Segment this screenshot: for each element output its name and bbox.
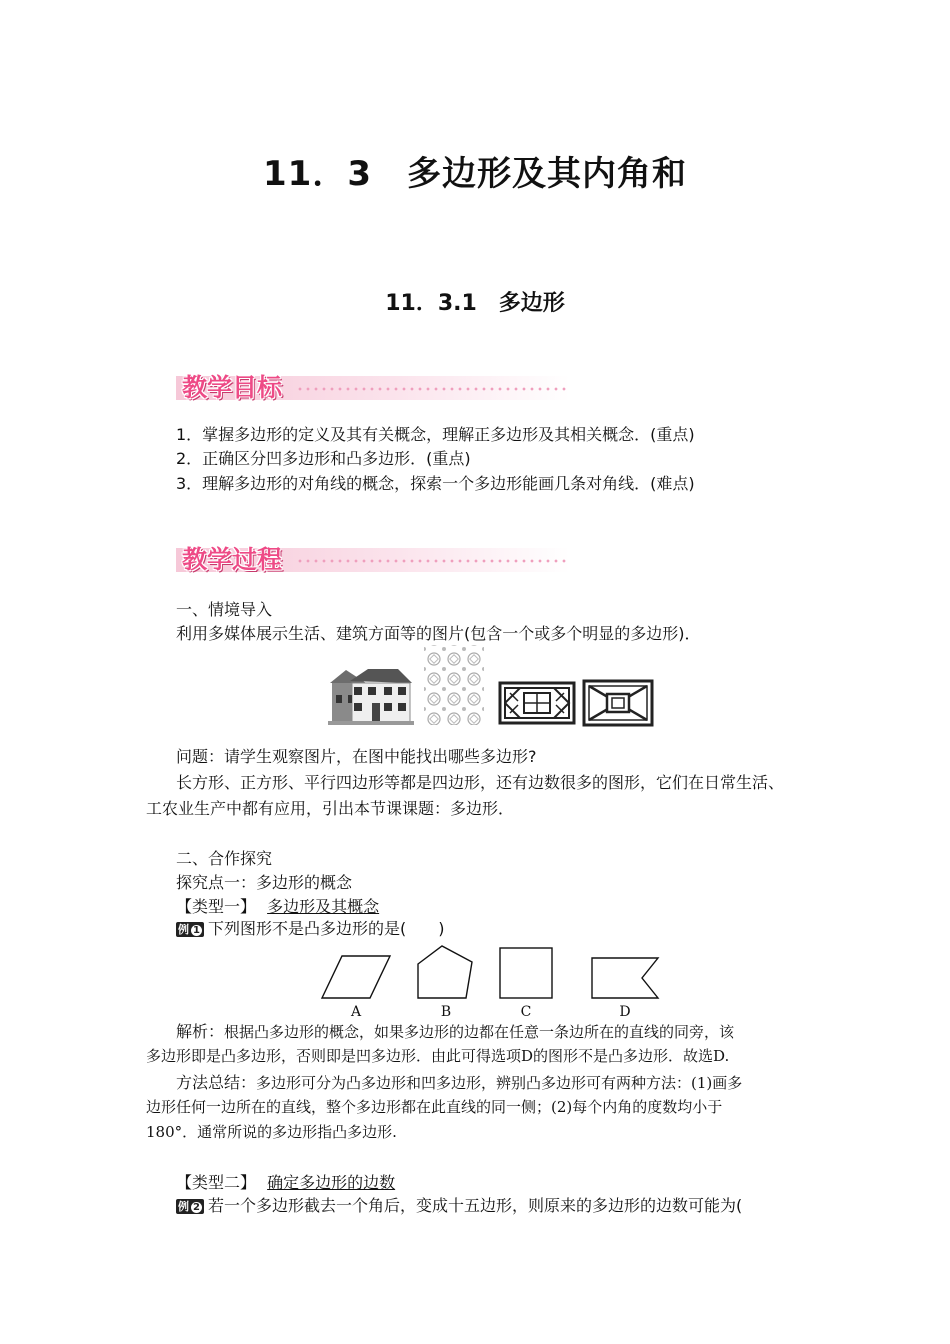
method-label: 方法总结： <box>176 1073 257 1092</box>
question-text: 问题：请学生观察图片，在图中能找出哪些多边形? <box>176 747 537 766</box>
example-text: 下列图形不是凸多边形的是( ) <box>208 919 445 938</box>
paragraph: 利用多媒体展示生活、建筑方面等的图片(包含一个或多个明显的多边形)． <box>176 624 701 643</box>
analysis-line: 多边形即是凸多边形，否则即是凹多边形．由此可得选项D的图形不是凸多边形．故选D. <box>146 1047 730 1065</box>
shape-a-parallelogram <box>322 956 390 998</box>
section-heading: 二、合作探究 <box>176 849 273 868</box>
illustration-row <box>328 643 658 727</box>
type-tag: 【类型二】 <box>176 1173 257 1192</box>
shape-options <box>318 940 668 1020</box>
example-badge: 例 2 <box>176 1199 204 1214</box>
example-text: 若一个多边形截去一个角后，变成十五边形，则原来的多边形的边数可能为( <box>208 1196 743 1215</box>
type-heading <box>176 1170 395 1193</box>
example-question <box>176 916 445 939</box>
type-title: 多边形及其概念 <box>267 897 380 916</box>
section-heading: 一、情境导入 <box>176 600 273 619</box>
shape-b-pentagon <box>418 946 472 998</box>
example-badge: 例 1 <box>176 922 204 937</box>
method-line: 180°．通常所说的多边形指凸多边形. <box>146 1123 397 1141</box>
example-question <box>176 1193 742 1216</box>
shape-c-square <box>500 948 552 998</box>
page-title: 11．3 多边形及其内角和 <box>263 154 687 194</box>
paragraph: 长方形、正方形、平行四边形等都是四边形，还有边数很多的图形，它们在日常生活、 <box>176 773 785 792</box>
analysis-label: 解析： <box>176 1022 225 1041</box>
lattice-window-image <box>500 683 574 723</box>
goal-item: 1．掌握多边形的定义及其有关概念，理解正多边形及其相关概念．(重点) <box>176 425 695 444</box>
shape-label: C <box>520 1004 532 1020</box>
explore-point: 探究点一：多边形的概念 <box>176 873 353 892</box>
shape-label: D <box>619 1004 631 1020</box>
type-tag: 【类型一】 <box>176 897 257 916</box>
goals-banner <box>176 368 570 404</box>
shape-label: B <box>440 1004 452 1020</box>
goal-item: 3．理解多边形的对角线的概念，探索一个多边形能画几条对角线．(难点) <box>176 474 695 493</box>
method-line: 边形任何一边所在的直线，整个多边形都在此直线的同一侧；(2)每个内角的度数均小于 <box>146 1098 723 1116</box>
goal-item: 2．正确区分凹多边形和凸多边形．(重点) <box>176 449 471 468</box>
analysis-line: 解析：根据凸多边形的概念，如果多边形的边都在任意一条边所在的直线的同旁，该 <box>176 1022 735 1041</box>
type-heading <box>176 894 379 917</box>
paragraph: 工农业生产中都有应用，引出本节课课题：多边形． <box>146 799 515 818</box>
shape-d-concave <box>592 958 658 998</box>
lattice-window-image <box>584 681 652 725</box>
tile-pattern-image <box>424 645 484 725</box>
house-image <box>328 669 414 725</box>
shape-label: A <box>350 1004 362 1020</box>
method-line: 方法总结：多边形可分为凸多边形和凹多边形，辨别凸多边形可有两种方法：(1)画多 <box>176 1073 743 1092</box>
process-banner-label: 教学过程 <box>182 545 283 574</box>
process-banner <box>176 540 570 576</box>
goals-banner-label: 教学目标 <box>182 373 283 402</box>
section-subtitle: 11．3.1 多边形 <box>385 291 565 316</box>
type-title: 确定多边形的边数 <box>267 1173 396 1192</box>
